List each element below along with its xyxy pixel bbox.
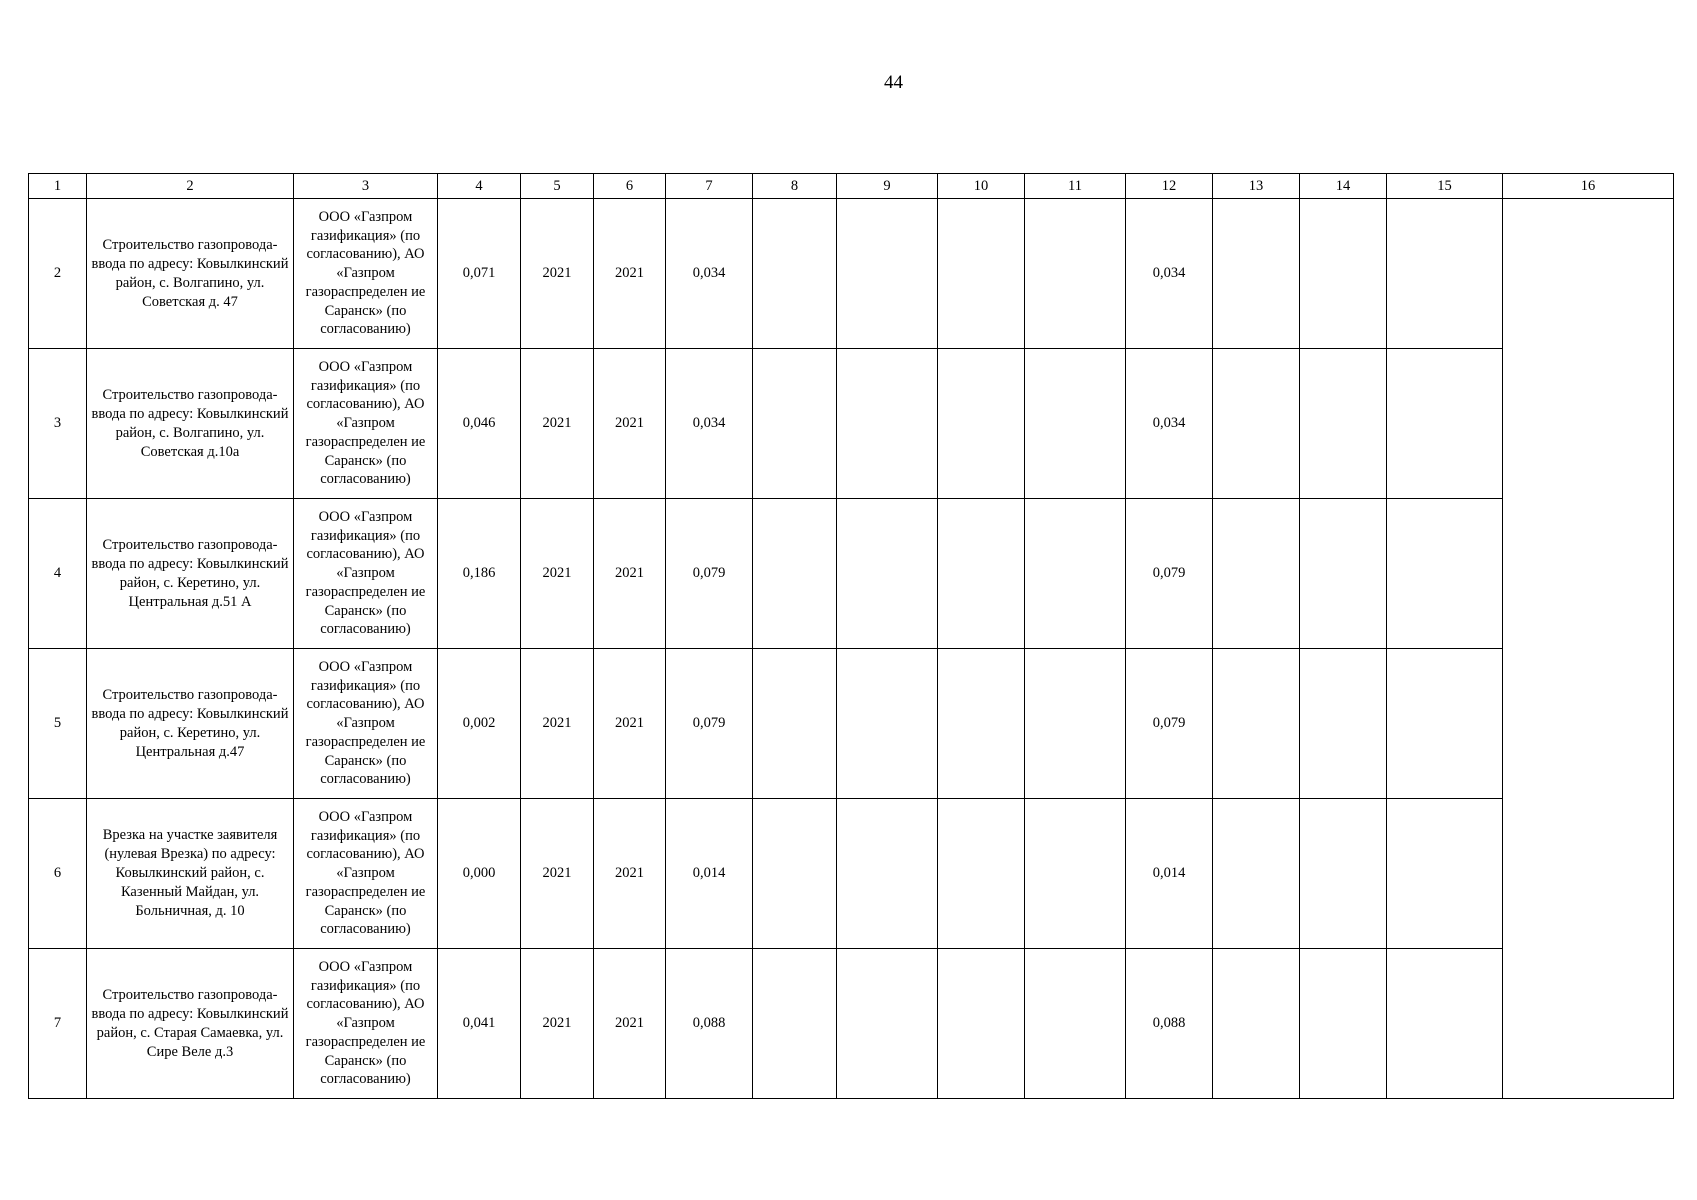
header-cell: 11 <box>1025 174 1126 199</box>
header-cell: 16 <box>1503 174 1674 199</box>
cell-col-5: 2021 <box>521 949 594 1099</box>
cell-col-12: 0,079 <box>1126 649 1213 799</box>
cell-col-7: 0,034 <box>666 349 753 499</box>
header-row <box>29 174 1674 199</box>
cell-col-13 <box>1213 499 1300 649</box>
page-number: 44 <box>884 72 903 93</box>
header-cell: 5 <box>521 174 594 199</box>
responsible-organization: ООО «Газпром газификация» (по согласованию), АО «Газпром газораспределен ие Саранск» (по согласованию) <box>294 199 438 349</box>
cell-col-7: 0,034 <box>666 199 753 349</box>
cell-col-9 <box>837 799 938 949</box>
cell-col-12: 0,034 <box>1126 199 1213 349</box>
data-table <box>28 173 1674 1099</box>
cell-col-13 <box>1213 799 1300 949</box>
header-cell: 3 <box>294 174 438 199</box>
cell-col-8 <box>753 649 837 799</box>
cell-col-12: 0,014 <box>1126 799 1213 949</box>
header-cell: 15 <box>1387 174 1503 199</box>
cell-col-4: 0,046 <box>438 349 521 499</box>
cell-col-7: 0,079 <box>666 499 753 649</box>
cell-col-15 <box>1387 949 1503 1099</box>
cell-col-14 <box>1300 949 1387 1099</box>
cell-col-14 <box>1300 499 1387 649</box>
row-number: 3 <box>29 349 87 499</box>
cell-col-14 <box>1300 349 1387 499</box>
cell-col-8 <box>753 349 837 499</box>
cell-col-5: 2021 <box>521 799 594 949</box>
cell-col-7: 0,088 <box>666 949 753 1099</box>
cell-col-8 <box>753 499 837 649</box>
responsible-organization: ООО «Газпром газификация» (по согласованию), АО «Газпром газораспределен ие Саранск» (по согласованию) <box>294 499 438 649</box>
cell-col-10 <box>938 199 1025 349</box>
cell-col-11 <box>1025 349 1126 499</box>
cell-col-12: 0,034 <box>1126 349 1213 499</box>
object-description: Строительство газопровода-ввода по адресу: Ковылкинский район, с. Керетино, ул. Центральная д.51 А <box>87 499 294 649</box>
table-row <box>29 949 1674 1099</box>
cell-col-15 <box>1387 349 1503 499</box>
cell-col-14 <box>1300 199 1387 349</box>
header-cell: 4 <box>438 174 521 199</box>
header-cell: 2 <box>87 174 294 199</box>
responsible-organization: ООО «Газпром газификация» (по согласованию), АО «Газпром газораспределен ие Саранск» (по согласованию) <box>294 649 438 799</box>
cell-col-10 <box>938 949 1025 1099</box>
cell-col-9 <box>837 199 938 349</box>
table-row <box>29 799 1674 949</box>
object-description: Строительство газопровода-ввода по адресу: Ковылкинский район, с. Волгапино, ул. Советская д. 47 <box>87 199 294 349</box>
cell-col-15 <box>1387 799 1503 949</box>
cell-col-9 <box>837 499 938 649</box>
cell-col-9 <box>837 349 938 499</box>
table-row <box>29 199 1674 349</box>
cell-col-13 <box>1213 649 1300 799</box>
cell-col-10 <box>938 349 1025 499</box>
cell-col-12: 0,079 <box>1126 499 1213 649</box>
cell-col-6: 2021 <box>594 499 666 649</box>
cell-col-4: 0,000 <box>438 799 521 949</box>
cell-col-8 <box>753 199 837 349</box>
cell-col-13 <box>1213 949 1300 1099</box>
object-description: Строительство газопровода-ввода по адресу: Ковылкинский район, с. Керетино, ул. Центральная д.47 <box>87 649 294 799</box>
row-number: 4 <box>29 499 87 649</box>
cell-col-13 <box>1213 349 1300 499</box>
cell-col-11 <box>1025 649 1126 799</box>
cell-col-4: 0,071 <box>438 199 521 349</box>
row-number: 5 <box>29 649 87 799</box>
cell-col-4: 0,002 <box>438 649 521 799</box>
cell-col-13 <box>1213 199 1300 349</box>
cell-col-14 <box>1300 649 1387 799</box>
cell-col-4: 0,041 <box>438 949 521 1099</box>
cell-col-11 <box>1025 199 1126 349</box>
cell-col-9 <box>837 649 938 799</box>
cell-col-14 <box>1300 799 1387 949</box>
header-cell: 9 <box>837 174 938 199</box>
cell-col-15 <box>1387 199 1503 349</box>
table-row <box>29 499 1674 649</box>
cell-col-10 <box>938 499 1025 649</box>
table-row <box>29 349 1674 499</box>
row-number: 7 <box>29 949 87 1099</box>
cell-col-6: 2021 <box>594 799 666 949</box>
responsible-organization: ООО «Газпром газификация» (по согласованию), АО «Газпром газораспределен ие Саранск» (по согласованию) <box>294 799 438 949</box>
cell-col-10 <box>938 799 1025 949</box>
cell-col-12: 0,088 <box>1126 949 1213 1099</box>
cell-col-15 <box>1387 649 1503 799</box>
cell-col-10 <box>938 649 1025 799</box>
cell-col-8 <box>753 949 837 1099</box>
cell-col-15 <box>1387 499 1503 649</box>
cell-col-4: 0,186 <box>438 499 521 649</box>
row-number: 2 <box>29 199 87 349</box>
cell-col-9 <box>837 949 938 1099</box>
cell-col-6: 2021 <box>594 349 666 499</box>
cell-col-8 <box>753 799 837 949</box>
header-cell: 8 <box>753 174 837 199</box>
header-cell: 14 <box>1300 174 1387 199</box>
header-cell: 10 <box>938 174 1025 199</box>
cell-col-7: 0,079 <box>666 649 753 799</box>
cell-col-5: 2021 <box>521 349 594 499</box>
cell-col-5: 2021 <box>521 199 594 349</box>
header-cell: 6 <box>594 174 666 199</box>
cell-col-7: 0,014 <box>666 799 753 949</box>
header-cell: 1 <box>29 174 87 199</box>
header-cell: 12 <box>1126 174 1213 199</box>
object-description: Строительство газопровода-ввода по адресу: Ковылкинский район, с. Старая Самаевка, ул. Сире Веле д.3 <box>87 949 294 1099</box>
object-description: Врезка на участке заявителя (нулевая Врезка) по адресу: Ковылкинский район, с. Казенный Майдан, ул. Больничная, д. 10 <box>87 799 294 949</box>
cell-col-6: 2021 <box>594 649 666 799</box>
object-description: Строительство газопровода-ввода по адресу: Ковылкинский район, с. Волгапино, ул. Советская д.10а <box>87 349 294 499</box>
cell-col-11 <box>1025 799 1126 949</box>
row-number: 6 <box>29 799 87 949</box>
cell-col-5: 2021 <box>521 649 594 799</box>
cell-col-5: 2021 <box>521 499 594 649</box>
header-cell: 13 <box>1213 174 1300 199</box>
responsible-organization: ООО «Газпром газификация» (по согласованию), АО «Газпром газораспределен ие Саранск» (по согласованию) <box>294 349 438 499</box>
responsible-organization: ООО «Газпром газификация» (по согласованию), АО «Газпром газораспределен ие Саранск» (по согласованию) <box>294 949 438 1099</box>
cell-col-16-merged <box>1503 199 1674 1099</box>
table-row <box>29 649 1674 799</box>
cell-col-11 <box>1025 949 1126 1099</box>
cell-col-11 <box>1025 499 1126 649</box>
header-cell: 7 <box>666 174 753 199</box>
cell-col-6: 2021 <box>594 199 666 349</box>
cell-col-6: 2021 <box>594 949 666 1099</box>
